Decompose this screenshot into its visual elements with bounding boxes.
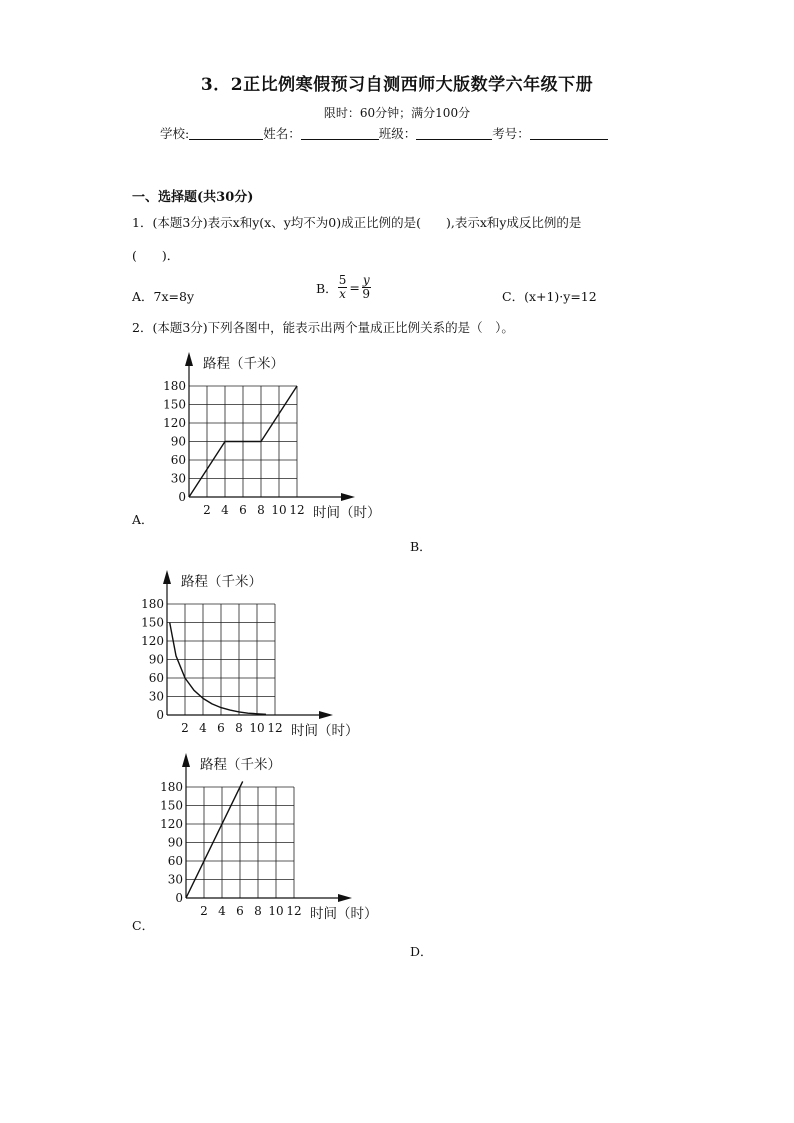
number-label: 考号： <box>492 126 530 141</box>
y-tick-label: 120 <box>163 416 186 430</box>
y-axis-arrow <box>182 753 190 767</box>
y-tick-label: 180 <box>160 780 183 794</box>
x-axis-title: 时间（时） <box>310 906 378 922</box>
x-tick-label: 12 <box>289 503 305 517</box>
y-tick-label: 60 <box>167 854 183 868</box>
series-line <box>186 781 243 898</box>
y-tick-label: 150 <box>160 798 183 813</box>
y-axis-arrow <box>185 352 193 366</box>
fraction-5-over-x: $\frac{5}{x}$ <box>338 273 347 301</box>
q1-text-line2: ( )． <box>132 248 180 263</box>
y-tick-label: 90 <box>170 434 186 449</box>
y-tick-label: 0 <box>178 490 186 504</box>
q2-option-c-label[interactable]: C． <box>132 918 155 933</box>
y-tick-label: 120 <box>160 817 183 831</box>
school-label: 学校: <box>160 126 190 141</box>
y-axis-title: 路程（千米） <box>200 757 281 773</box>
y-tick-label: 0 <box>175 891 183 905</box>
chart-b <box>133 568 383 743</box>
name-blank[interactable] <box>301 126 379 140</box>
x-tick-label: 8 <box>235 721 243 735</box>
y-tick-label: 30 <box>170 471 186 486</box>
school-blank[interactable] <box>189 126 263 140</box>
y-tick-label: 150 <box>163 397 186 412</box>
section-heading: 一、选择题(共30分) <box>132 190 254 205</box>
x-tick-label: 4 <box>218 904 226 918</box>
x-tick-label: 2 <box>181 721 189 735</box>
q2-option-b-label[interactable]: B． <box>410 539 432 554</box>
y-tick-label: 150 <box>141 615 164 630</box>
x-tick-label: 8 <box>254 904 262 918</box>
y-tick-label: 120 <box>141 634 164 648</box>
x-axis-arrow <box>338 894 352 902</box>
y-tick-label: 180 <box>163 379 186 393</box>
fraction-y-over-9: $\frac{y}{9}$ <box>362 273 371 301</box>
y-tick-label: 0 <box>156 708 164 722</box>
x-tick-label: 12 <box>267 721 283 735</box>
x-tick-label: 8 <box>257 503 265 517</box>
series-line <box>170 623 266 715</box>
page-title: 3．2正比例寒假预习自测西师大版数学六年级下册 <box>200 75 594 95</box>
x-axis-arrow <box>319 711 333 719</box>
y-tick-label: 60 <box>170 453 186 467</box>
x-tick-label: 2 <box>203 503 211 517</box>
student-info-row <box>160 124 608 142</box>
number-blank[interactable] <box>530 126 608 140</box>
x-tick-label: 6 <box>236 904 244 918</box>
y-tick-label: 30 <box>167 872 183 887</box>
exam-subtitle: 限时：60分钟；满分100分 <box>323 106 471 120</box>
name-label: 姓名： <box>263 126 301 141</box>
x-tick-label: 6 <box>217 721 225 735</box>
x-tick-label: 10 <box>268 904 284 918</box>
x-axis-title: 时间（时） <box>313 505 381 521</box>
q1-option-a[interactable]: A．7x=8y <box>132 289 195 304</box>
y-tick-label: 30 <box>148 689 164 704</box>
q2-option-a-label[interactable]: A． <box>132 512 154 527</box>
x-tick-label: 6 <box>239 503 247 517</box>
equals-sign: = <box>349 280 360 295</box>
chart-a <box>155 350 405 525</box>
x-tick-label: 12 <box>286 904 302 918</box>
q1-option-c[interactable]: C．(x+1)·y=12 <box>502 289 597 304</box>
chart-c <box>152 751 402 926</box>
y-tick-label: 90 <box>148 652 164 667</box>
x-tick-label: 4 <box>199 721 207 735</box>
x-tick-label: 10 <box>249 721 265 735</box>
class-blank[interactable] <box>416 126 492 140</box>
x-tick-label: 2 <box>200 904 208 918</box>
y-tick-label: 60 <box>148 671 164 685</box>
x-axis-title: 时间（时） <box>291 723 359 739</box>
q1-text-line1: 1．(本题3分)表示x和y(x、y均不为0)成正比例的是( ),表示x和y成反比例的是 <box>132 215 582 230</box>
q2-text: 2．(本题3分)下列各图中，能表示出两个量成正比例关系的是（ ）。 <box>132 320 514 335</box>
x-tick-label: 10 <box>271 503 287 517</box>
x-axis-arrow <box>341 493 355 501</box>
q2-option-d-label[interactable]: D． <box>410 944 433 959</box>
q1-option-b-prefix: B． <box>316 280 338 296</box>
y-tick-label: 90 <box>167 835 183 850</box>
y-axis-title: 路程（千米） <box>203 356 284 372</box>
y-tick-label: 180 <box>141 597 164 611</box>
y-axis-title: 路程（千米） <box>181 574 262 590</box>
q1-option-b[interactable] <box>316 274 371 301</box>
x-tick-label: 4 <box>221 503 229 517</box>
y-axis-arrow <box>163 570 171 584</box>
class-label: 班级： <box>378 126 417 141</box>
